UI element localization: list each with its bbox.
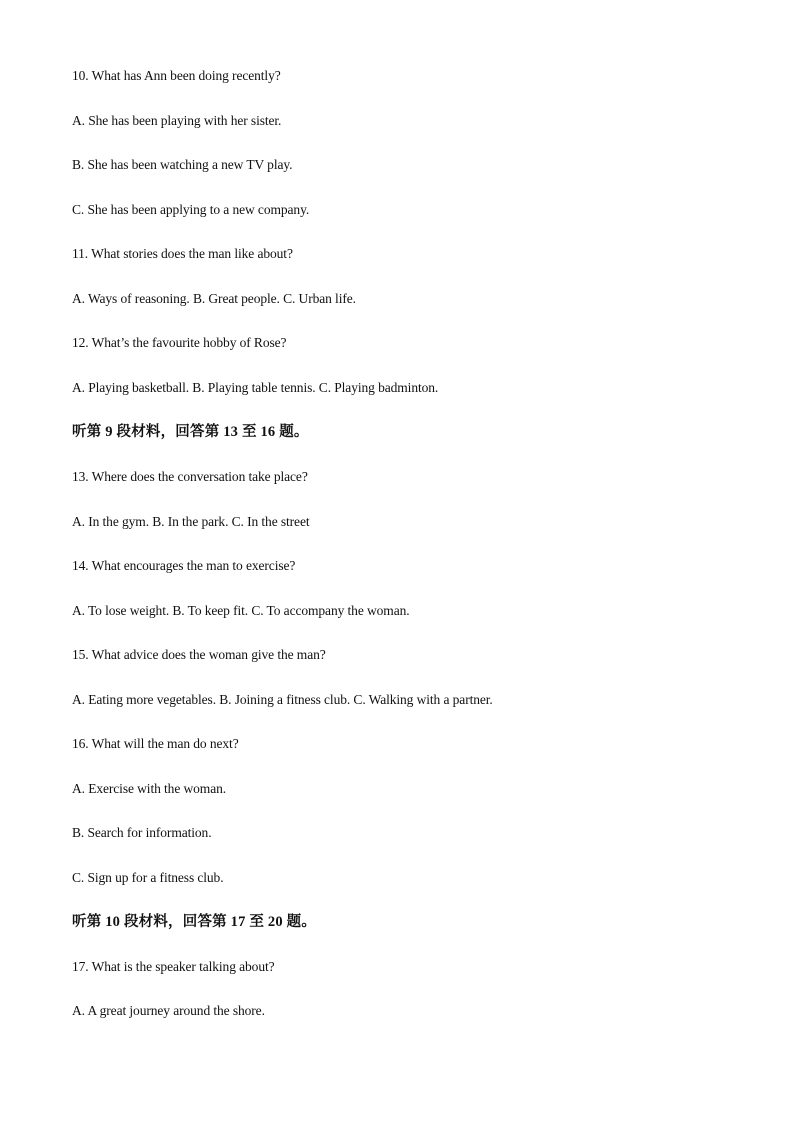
- option-16-c: C. Sign up for a fitness club.: [72, 870, 224, 885]
- option-17-a: A. A great journey around the shore.: [72, 1003, 265, 1018]
- question-11: 11. What stories does the man like about?: [72, 246, 293, 261]
- option-10-c: C. She has been applying to a new company.: [72, 202, 310, 217]
- option-10-b: B. She has been watching a new TV play.: [72, 157, 293, 172]
- options-13: A. In the gym. B. In the park. C. In the street: [72, 514, 310, 529]
- question-10: 10. What has Ann been doing recently?: [72, 68, 281, 83]
- section-heading-9: 听第 9 段材料，回答第 13 至 16 题。: [72, 424, 309, 440]
- option-16-a: A. Exercise with the woman.: [72, 781, 227, 796]
- question-14: 14. What encourages the man to exercise?: [72, 558, 296, 573]
- question-15: 15. What advice does the woman give the man?: [72, 647, 326, 662]
- options-14: A. To lose weight. B. To keep fit. C. To accompany the woman.: [72, 603, 410, 618]
- question-13: 13. Where does the conversation take place?: [72, 469, 308, 484]
- section-heading-10: 听第 10 段材料，回答第 17 至 20 题。: [72, 914, 317, 930]
- question-12: 12. What’s the favourite hobby of Rose?: [72, 335, 287, 350]
- question-17: 17. What is the speaker talking about?: [72, 959, 275, 974]
- options-12: A. Playing basketball. B. Playing table tennis. C. Playing badminton.: [72, 380, 439, 395]
- options-15: A. Eating more vegetables. B. Joining a fitness club. C. Walking with a partner.: [72, 692, 493, 707]
- option-16-b: B. Search for information.: [72, 825, 212, 840]
- question-16: 16. What will the man do next?: [72, 736, 239, 751]
- option-10-a: A. She has been playing with her sister.: [72, 113, 282, 128]
- options-11: A. Ways of reasoning. B. Great people. C. Urban life.: [72, 291, 356, 306]
